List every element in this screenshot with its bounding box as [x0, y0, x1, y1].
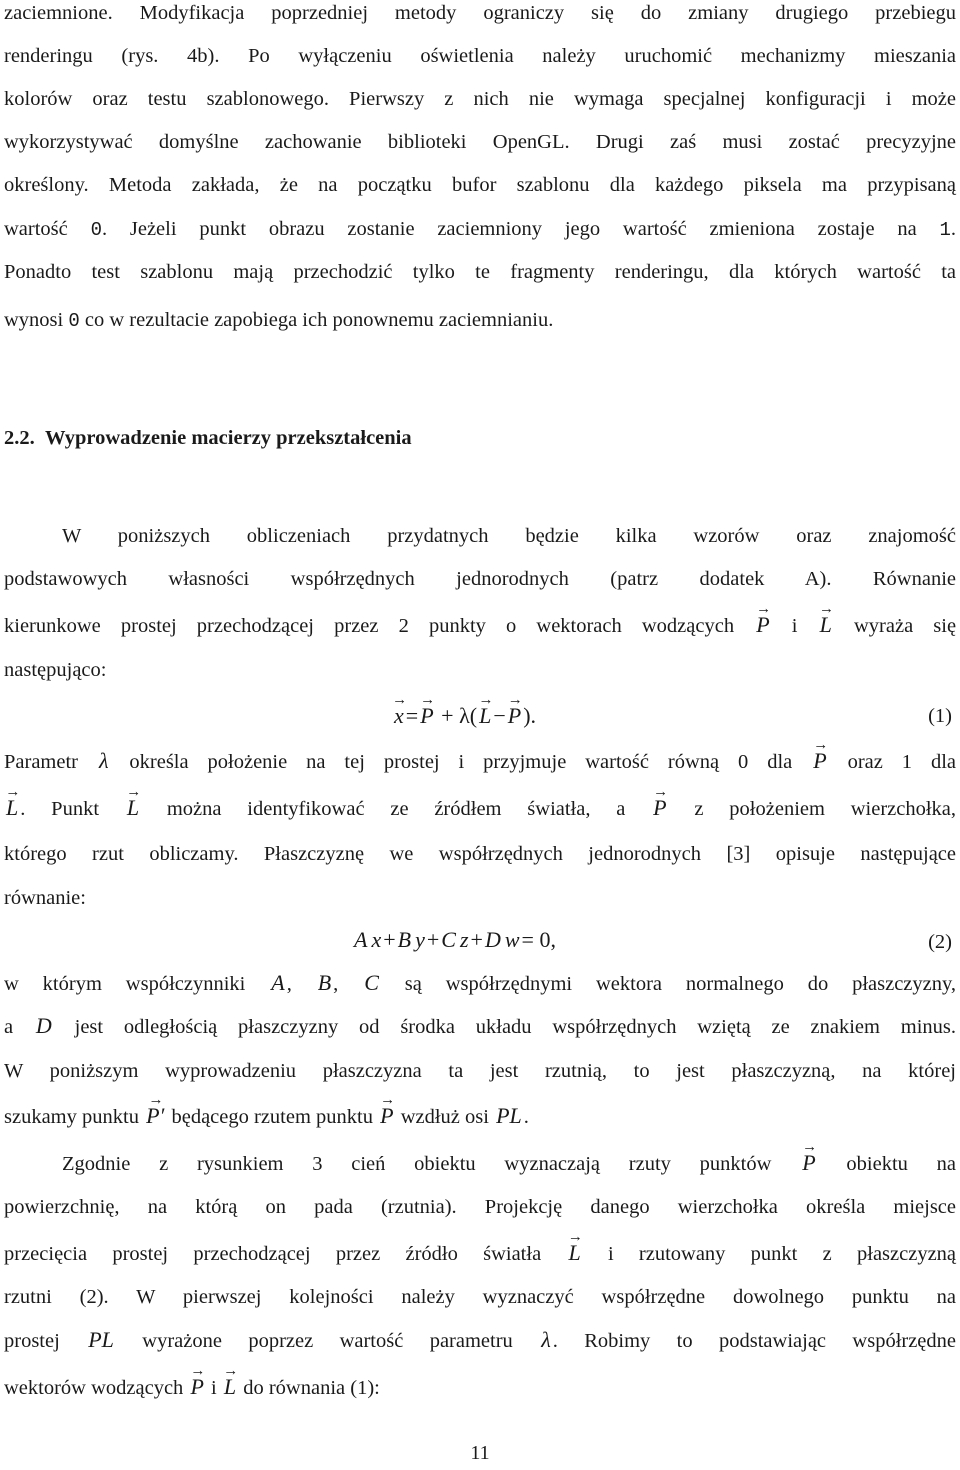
section-number: 2.2. [4, 427, 35, 449]
text-line: wartość 0. Jeżeli punkt obrazu zostanie zaciemniony jego wartość zmieniona zostaje na 1. [4, 218, 957, 241]
vector-symbol: → P [188, 1365, 205, 1409]
code-value: 1 [939, 219, 951, 241]
page-number: 11 [470, 1442, 490, 1464]
vector-symbol: → P [811, 739, 828, 783]
vector-symbol: → L [4, 786, 20, 830]
section-heading [4, 416, 412, 460]
text-line: kolorów oraz testu szablonowego. Pierwszy z nich nie wymaga specjalnej konfiguracji i może [4, 88, 956, 110]
equation-number: (1) [928, 705, 952, 727]
text-line: a D jest odległością płaszczyzny od środka układu współrzędnych wziętą ze znakiem minus. [4, 1013, 957, 1038]
lambda-symbol: λ [98, 748, 109, 773]
equation-number: (2) [928, 931, 952, 953]
vector-symbol: → P [754, 603, 771, 647]
text-line: Parametr λ określa położenie na tej prostej i przyjmuje wartość równą 0 dla → P oraz 1 dla [4, 739, 956, 783]
text-line: → L. Punkt → L można identyfikować ze źródłem światła, a → P z położeniem wierzchołka, [4, 786, 956, 830]
lambda-symbol: λ [541, 1327, 551, 1352]
text-line: kierunkowe prostej przechodzącej przez 2 punkty o wektorach wodzących → P i → L wyraża się [4, 603, 956, 647]
text-line: wynosi 0 co w rezultacie zapobiega ich ponownemu zaciemnianiu. [4, 309, 554, 332]
vector-symbol: → P [651, 786, 668, 830]
text-line: Ponadto test szablonu mają przechodzić tylko te fragmenty renderingu, dla których wartość ta [4, 261, 956, 283]
text-line: podstawowych własności współrzędnych jednorodnych (patrz dodatek A). Równanie [4, 568, 956, 590]
text-line: rzutni (2). W pierwszej kolejności należy wyznaczyć współrzędne dowolnego punktu na [4, 1286, 956, 1308]
text-line: wektorów wodzących → P i → L do równania (1): [4, 1365, 956, 1409]
vector-symbol: → L [566, 1231, 582, 1275]
vector-symbol: → L [477, 694, 493, 738]
vector-symbol: → P [418, 694, 435, 738]
text-line: przecięcia prostej przechodzącej przez źródło światła → L i rzutowany punkt z płaszczyzną [4, 1231, 956, 1275]
code-value: 0 [90, 219, 102, 241]
vector-symbol: → L [125, 786, 141, 830]
text-line: W poniższych obliczeniach przydatnych będzie kilka wzorów oraz znajomość [62, 525, 956, 547]
text-line: następująco: [4, 659, 107, 681]
section-title: Wyprowadzenie macierzy przekształcenia [45, 427, 412, 449]
vector-symbol: → x [392, 694, 406, 738]
equation-1: → x=→ P + λ(→ L−→ P). [392, 694, 536, 738]
text-line: W poniższym wyprowadzeniu płaszczyzna ta jest rzutnią, to jest płaszczyzną, na której [4, 1060, 956, 1082]
text-line: którego rzut obliczamy. Płaszczyznę we współrzędnych jednorodnych [3] opisuje następujące [4, 843, 956, 865]
text-line: zaciemnione. Modyfikacja poprzedniej metody ograniczy się do zmiany drugiego przebiegu [4, 2, 956, 24]
vector-symbol: → L [818, 603, 834, 647]
vector-symbol: → P [800, 1141, 817, 1185]
equation-2: A x+B y+C z+D w= 0, [354, 927, 556, 952]
vector-symbol: → P [506, 694, 523, 738]
text-line: powierzchnię, na którą on pada (rzutnia). Projekcję danego wierzchołka określa miejsce [4, 1196, 956, 1218]
text-line: szukamy punktu → P′ będącego rzutem punktu → P wzdłuż osi PL. [4, 1094, 956, 1138]
code-value: 0 [68, 310, 80, 332]
text-line: w którym współczynniki A, B, C są współrzędnymi wektora normalnego do płaszczyzny, [4, 970, 957, 995]
vector-symbol: → L [222, 1365, 238, 1409]
vector-symbol: → P′ [144, 1094, 166, 1138]
vector-symbol: → P [378, 1094, 395, 1138]
text-line: równanie: [4, 887, 86, 909]
text-line: Zgodnie z rysunkiem 3 cień obiektu wyznaczają rzuty punktów → P obiektu na [62, 1141, 956, 1185]
text-line: renderingu (rys. 4b). Po wyłączeniu oświetlenia należy uruchomić mechanizmy mieszania [4, 45, 956, 67]
text-line: prostej PL wyrażone poprzez wartość parametru λ. Robimy to podstawiając współrzędne [4, 1318, 956, 1362]
text-line: wykorzystywać domyślne zachowanie biblioteki OpenGL. Drugi zaś musi zostać precyzyjne [4, 131, 956, 153]
text-line: określony. Metoda zakłada, że na początku bufor szablonu dla każdego piksela ma przypisaną [4, 174, 956, 196]
